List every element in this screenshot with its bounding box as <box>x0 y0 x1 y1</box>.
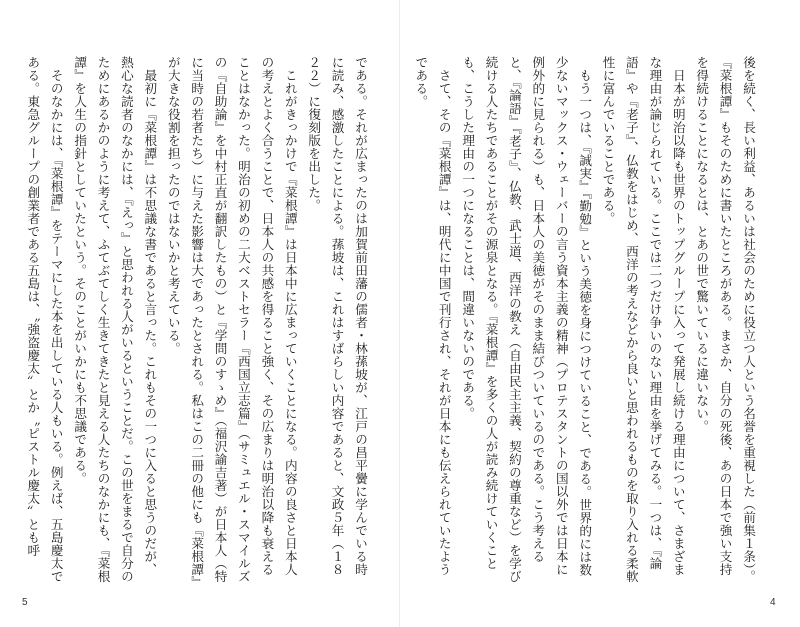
right-page-body <box>413 56 760 584</box>
left-page-body <box>25 56 372 584</box>
paragraph: 日本が明治以降も世界のトップグループに入って発展し続ける理由について、さまざまな理由が論じられている。ここでは二つだけ争いのない理由を挙げてみる。一つは、『論語』や『老子』、仏教をはじめ、西洋の考えなどから良いと思われるものを取り入れる柔軟性に富んでいることである。 <box>600 56 686 583</box>
page-number-right: 4 <box>770 597 776 608</box>
right-page <box>413 56 760 584</box>
paragraph: さて、その『菜根譚』は、明代に中国で刊行され、それが日本にも伝えられていたようである。 <box>413 56 452 576</box>
paragraph: そのなかには、『菜根譚』をテーマにした本を出している人もいる。例えば、五島慶太である。東急グループの創業者である五島は、〝強盗慶太〟とか〝ピストル慶太〟とも呼 <box>25 56 64 583</box>
paragraph: これがきっかけで『菜根譚』は日本中に広まっていくことになる。内容の良さと日本人の考えとよく合うことで、日本人の共感を得ること強く、その広まりは明治以降も衰えることはなかった。明治の初めの二大ベストセラー『西国立志篇』（サミュエル・スマイルズの『自助論』を中村正直が翻訳したもの）と『学問のすゝめ』（福沢諭吉著）が日本人（特に当時の若者たち）に与えた影響は大であったとされる。私はこの二冊の他にも『菜根譚』が大きな役割を担ったのではないかと考えている。 <box>165 56 298 583</box>
page-number-left: 5 <box>22 597 28 608</box>
paragraph: である。それが広まったのは加賀前田藩の儒者・林蓀坡が、江戸の昌平黌に学んでいる時に読み、感激したことによる。蓀坡は、これはすばらしい内容であると、文政５年（１８２２）に復刻版を出した。 <box>306 56 368 576</box>
gutter-divider <box>399 0 400 627</box>
paragraph: 最初に『菜根譚』は不思議な書であると言った。これもその一つに入ると思うのだが、熱心な読者のなかには、『えっ』と思われる人がいるということだ。この世をまるで自分のためにあるかのように考えて、ふてぶてしく生きてきたと見える人たちのなかにも、『菜根譚』を人生の指針としていたという。そのことがいかにも不思議である。 <box>72 56 158 583</box>
left-page <box>25 56 372 584</box>
paragraph: もう一つは、『誠実』『勤勉』という美徳を身につけていること、である。世界的には数少ないマックス・ウェーバーの言う資本主義の精神（プロテスタントの国以外では日本に例外的に見られる）も、日本人の美徳がそのまま結びついているのである。こう考えると、『論語』『老子』、仏教、武士道、西洋の教え（自由民主主義、契約の尊重など）を学び続ける人たちであることがその源泉となる。『菜根譚』を多くの人が読み続けていくことも、こうした理由の一つになることは、間違いないのである。 <box>460 56 593 584</box>
paragraph: 後を続く、長い利益、あるいは社会のために役立つ人という名誉を重視した（前集１条）。『菜根譚』もそのために書いたところがある。まさか、自分の死後、あの日本で強い支持を得続けることになるとは、とあの世で驚いているに違いない。 <box>694 56 756 583</box>
